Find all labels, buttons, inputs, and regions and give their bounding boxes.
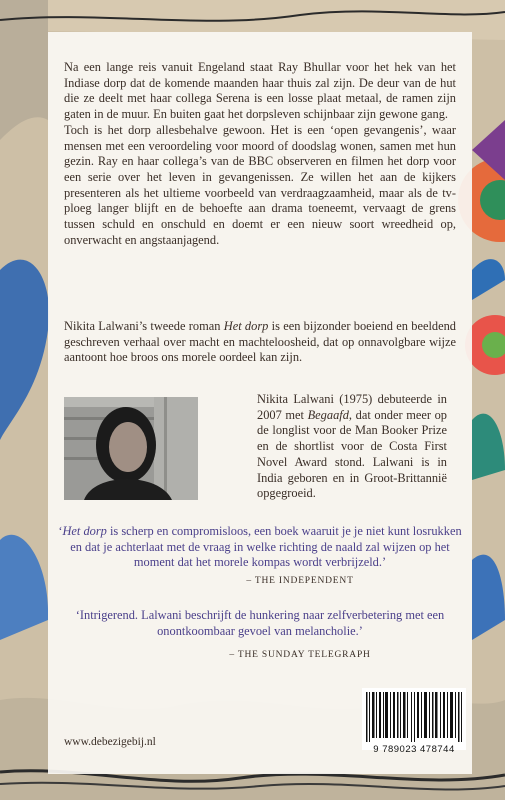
review-source-2: – THE SUNDAY TELEGRAPH <box>229 650 371 660</box>
blurb-top <box>64 60 456 248</box>
author-photo <box>64 397 198 500</box>
author-bio: Nikita Lalwani (1975) debuteerde in 2007 met Begaafd, dat onder meer op de longlist voor de Man Booker Prize en de shortlist voor de Costa First Novel Award stond. Lalwani is in India geboren en in Groot-Brittannië opgegroeid. <box>257 392 447 501</box>
blurb-paragraph-1: Na een lange reis vanuit Engeland staat Ray Bhullar voor het hek van het Indiase dorp dat de komende maanden haar thuis zal zijn. De deur van de hut die ze deelt met haar collega Serena is een losse plaat metaal, de ramen zijn gaten in de muur. En buiten gaat het dorpsleven schijnbaar zijn gewone gang. <box>64 60 456 122</box>
blurb-paragraph-2: Toch is het dorp allesbehalve gewoon. Het is een ‘open gevangenis’, waar mensen met een veroordeling voor moord of doodslag wonen, samen met hun gezin. Ray en haar collega’s van de BBC observeren en filmen het dorp voor een serie over het leven in gevangenissen. Ze willen het aan de kijkers presenteren als het ultieme voorbeeld van verdraagzaamheid, maar als de tv-ploeg langer blijft en de behoefte aan drama toeneemt, vervaagt de grens tussen schuld en onschuld en doemt er een nieuw soort wreedheid op, onverwacht en angstaanjagend. <box>64 122 456 247</box>
review-quote-1: ‘Het dorp is scherp en compromisloos, een boek waaruit je je niet kunt losrukken en dat je achterlaat met de vraag in welke richting de naald zal wijzen op het moment dat het morele kompas wordt verbrijzeld.’ <box>58 524 462 570</box>
debut-title: Begaafd <box>307 407 349 422</box>
review-quote-2: ‘Intrigerend. Lalwani beschrijft de hunkering naar zelfverbetering met een onontkoombaar gevoel van melancholie.’ <box>75 608 445 638</box>
book-title: Het dorp <box>223 319 269 333</box>
review-source-1: – THE INDEPENDENT <box>246 576 354 586</box>
publisher-website: www.debezigebij.nl <box>64 736 156 748</box>
isbn-barcode <box>362 688 466 750</box>
blurb-paragraph-3: Nikita Lalwani’s tweede roman Het dorp is een bijzonder boeiend en beeldend geschreven verhaal over macht en machteloosheid, dat op onnavolgbare wijze aantoont hoe broos ons morele oordeel kan zijn. <box>64 319 456 365</box>
isbn-number: 9 789023 478744 <box>373 744 455 755</box>
